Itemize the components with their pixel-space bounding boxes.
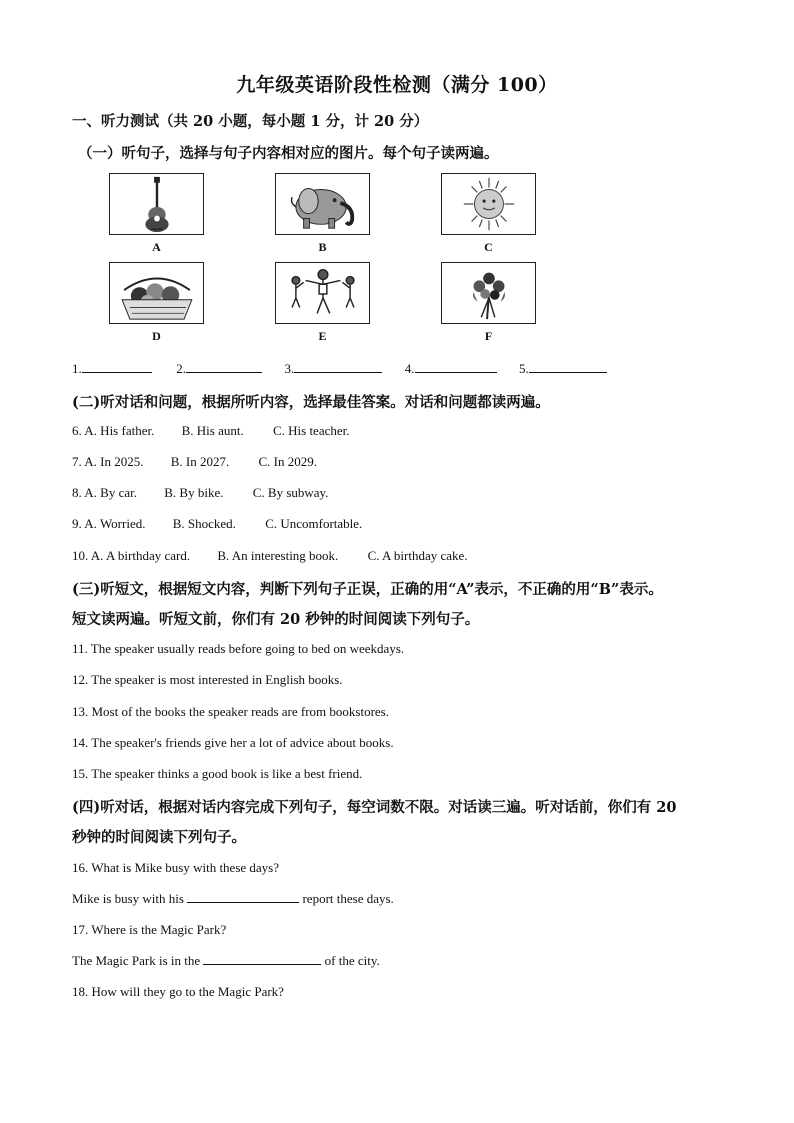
- option-c: C. In 2029.: [258, 454, 318, 469]
- answer-number: 4.: [404, 361, 415, 376]
- question-number: 8.: [72, 485, 82, 500]
- answer-blank-3[interactable]: [294, 361, 382, 373]
- answer-number: 1.: [72, 361, 82, 376]
- option-a: A. His father.: [84, 423, 155, 438]
- elephant-icon: [275, 173, 370, 235]
- picture-label-b: B: [318, 240, 327, 254]
- sun-icon: [441, 173, 536, 235]
- option-a: A. A birthday card.: [90, 548, 191, 563]
- part2-instruction: (二)听对话和问题，根据所听内容，选择最佳答案。对话和问题都读两遍。: [72, 394, 550, 411]
- fruit-basket-icon: [109, 262, 204, 324]
- page-title: 九年级英语阶段性检测（满分 100）: [236, 74, 558, 96]
- option-c: C. Uncomfortable.: [265, 516, 363, 531]
- guitar-icon: [109, 173, 204, 235]
- statement: 14. The speaker's friends give her a lot of advice about books.: [72, 735, 394, 750]
- option-c: C. A birthday cake.: [367, 548, 468, 563]
- option-b: B. An interesting book.: [217, 548, 339, 563]
- question-number: 6.: [72, 423, 82, 438]
- part3-instruction-line2: 短文读两遍。听短文前，你们有 20 秒钟的时间阅读下列句子。: [72, 611, 480, 628]
- option-b: B. In 2027.: [170, 454, 230, 469]
- question-row: [72, 485, 328, 501]
- sentence-suffix: of the city.: [324, 953, 380, 968]
- option-b: B. By bike.: [164, 485, 224, 500]
- answer-16-row: [72, 891, 394, 907]
- question-16: 16. What is Mike busy with these days?: [72, 860, 280, 875]
- part4-instruction-line2: 秒钟的时间阅读下列句子。: [72, 829, 246, 846]
- answer-number: 3.: [284, 361, 295, 376]
- answer-blanks-row: [72, 361, 607, 377]
- question-number: 9.: [72, 516, 82, 531]
- answer-blank-16[interactable]: [187, 891, 299, 903]
- answer-number: 5.: [519, 361, 529, 376]
- question-number: 7.: [72, 454, 82, 469]
- option-b: B. His aunt.: [181, 423, 244, 438]
- option-b: B. Shocked.: [172, 516, 236, 531]
- answer-17-row: [72, 953, 380, 969]
- flowers-icon: [441, 262, 536, 324]
- option-a: A. By car.: [84, 485, 138, 500]
- question-18: 18. How will they go to the Magic Park?: [72, 984, 284, 999]
- answer-blank-4[interactable]: [415, 361, 497, 373]
- question-17: 17. Where is the Magic Park?: [72, 922, 227, 937]
- answer-number: 2.: [176, 361, 186, 376]
- answer-blank-2[interactable]: [186, 361, 262, 373]
- section-heading: 一、听力测试（共 20 小题，每小题 1 分，计 20 分）: [72, 113, 429, 130]
- answer-blank-17[interactable]: [203, 953, 321, 965]
- option-c: C. His teacher.: [272, 423, 350, 438]
- question-row: [72, 516, 362, 532]
- statement: 11. The speaker usually reads before going to bed on weekdays.: [72, 641, 405, 656]
- question-row: [72, 548, 468, 564]
- part4-instruction-line1: (四)听对话，根据对话内容完成下列句子，每空词数不限。对话读三遍。听对话前，你们有 20: [72, 799, 677, 816]
- picture-label-d: D: [152, 329, 161, 343]
- picture-label-f: F: [484, 329, 493, 343]
- picture-label-a: A: [152, 240, 161, 254]
- option-a: A. In 2025.: [84, 454, 144, 469]
- question-row: [72, 454, 317, 470]
- picture-label-e: E: [318, 329, 327, 343]
- statement: 15. The speaker thinks a good book is like a best friend.: [72, 766, 363, 781]
- sentence-suffix: report these days.: [302, 891, 394, 906]
- statement: 12. The speaker is most interested in English books.: [72, 672, 343, 687]
- part3-instruction-line1: (三)听短文，根据短文内容，判断下列句子正误，正确的用“A”表示，不正确的用“B”表示。: [72, 581, 663, 598]
- question-row: [72, 423, 350, 439]
- sentence-prefix: The Magic Park is in the: [72, 953, 201, 968]
- answer-blank-5[interactable]: [529, 361, 607, 373]
- running-kids-icon: [275, 262, 370, 324]
- picture-label-c: C: [484, 240, 493, 254]
- answer-blank-1[interactable]: [82, 361, 152, 373]
- statement: 13. Most of the books the speaker reads are from bookstores.: [72, 704, 389, 719]
- option-c: C. By subway.: [252, 485, 329, 500]
- sentence-prefix: Mike is busy with his: [72, 891, 184, 906]
- option-a: A. Worried.: [84, 516, 146, 531]
- part1-instruction: （一）听句子，选择与句子内容相对应的图片。每个句子读两遍。: [78, 145, 499, 162]
- question-number: 10.: [72, 548, 89, 563]
